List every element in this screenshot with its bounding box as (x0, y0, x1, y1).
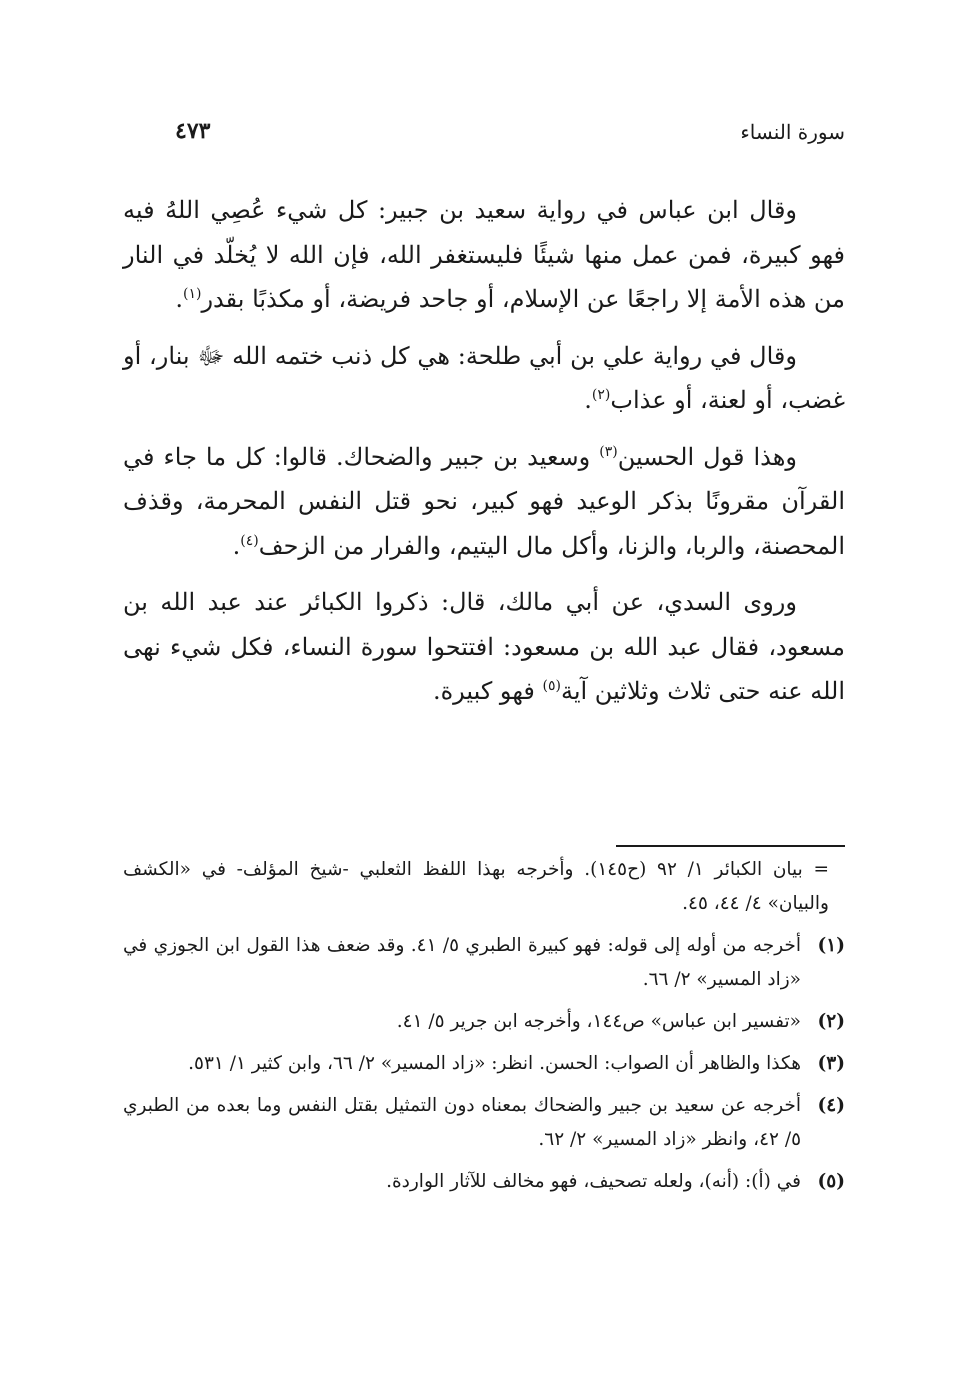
footnote-ref: (٤) (240, 532, 259, 549)
footnote-number: (١) (817, 935, 845, 956)
paragraph-text: وروى السدي، عن أبي مالك، قال: ذكروا الكبائر عند عبد الله بن مسعود، فقال عبد الله بن مسعود: افتتحوا سورة النساء، فكل شيء نهى الله عنه حتى ثلاث وثلاثين آية (123, 588, 845, 705)
footnote-ref: (٣) (599, 443, 618, 460)
paragraph-1 (123, 188, 845, 322)
footnote-3 (123, 1047, 845, 1081)
footnote-number: (٣) (817, 1053, 845, 1074)
footnote-text: في (أ): (أنه)، ولعله تصحيف، فهو مخالف للآثار الواردة. (386, 1171, 801, 1192)
paragraph-end: . (175, 285, 183, 313)
footnote-ref: (٥) (542, 678, 561, 694)
footnote-number: (٢) (817, 1011, 845, 1032)
footnote-ref: (٢) (591, 387, 611, 403)
paragraph-end: . (232, 531, 241, 560)
page-number: ٤٧٣ (175, 118, 211, 144)
paragraph-2 (123, 334, 845, 423)
footnote-separator (616, 845, 845, 847)
footnote-text: «تفسير ابن عباس» ص١٤٤، وأخرجه ابن جرير ٥/ ٤١. (396, 1011, 801, 1032)
footnote-text: أخرجه من أوله إلى قوله: فهو كبيرة الطبري ٥/ ٤١. وقد ضعف هذا القول ابن الجوزي في «زاد المسير» ٢/ ٦٦. (123, 935, 802, 990)
paragraph-3 (123, 435, 845, 569)
main-text (123, 188, 845, 714)
paragraph-text: وسعيد بن جبير والضحاك. قالوا: كل ما جاء في القرآن مقرونًا بذكر الوعيد فهو كبير، نحو قتل النفس المحرمة، وقذف المحصنة، والربا، والزنا، وأكل مال اليتيم، والفرار من الزحف (123, 442, 845, 560)
page-header (175, 112, 845, 152)
footnote-4 (123, 1089, 845, 1157)
paragraph-end: . (584, 386, 592, 414)
paragraph-text: فهو كبيرة. (432, 677, 543, 705)
footnote-1 (123, 929, 845, 997)
paragraph-text: وقال ابن عباس في رواية سعيد بن جبير: كل شيء عُصِي اللهُ فيه فهو كبيرة، فمن عمل منها شيئًا فليستغفر الله، فإن الله لا يُخلّد في النار من هذه الأمة إلا راجعًا عن الإسلام، أو جاحد فريضة، أو مكذبًا بقدر (123, 196, 846, 313)
running-head-surah: سورة النساء (740, 120, 845, 144)
footnote-text: هكذا والظاهر أن الصواب: الحسن. انظر: «زاد المسير» ٢/ ٦٦، وابن كثير ١/ ٥٣١. (188, 1053, 801, 1074)
footnote-5 (123, 1165, 845, 1199)
footnote-continuation (123, 853, 845, 921)
footnote-ref: (١) (183, 286, 202, 302)
footnote-number: (٤) (817, 1095, 845, 1116)
footnote-2 (123, 1005, 845, 1039)
footnote-text: = بيان الكبائر ١/ ٩٢ (ح١٤٥). وأخرجه بهذا اللفظ الثعلبي -شيخ المؤلف- في «الكشف والبيان» ٤/ ٤٤، ٤٥. (123, 859, 829, 914)
footnote-text: أخرجه عن سعيد بن جبير والضحاك بمعناه دون التمثيل بقتل النفس وما بعده من الطبري ٥/ ٤٢، وانظر «زاد المسير» ٢/ ٦٢. (123, 1095, 801, 1150)
footnote-number: (٥) (817, 1171, 845, 1192)
paragraph-text: وقال في رواية علي بن أبي طلحة: هي كل ذنب ختمه الله ﷻ بنار، أو غضب، أو لعنة، أو عذاب (123, 341, 845, 414)
footnotes (123, 853, 845, 1207)
paragraph-text: وهذا قول الحسين (617, 442, 797, 471)
paragraph-4 (123, 580, 845, 714)
